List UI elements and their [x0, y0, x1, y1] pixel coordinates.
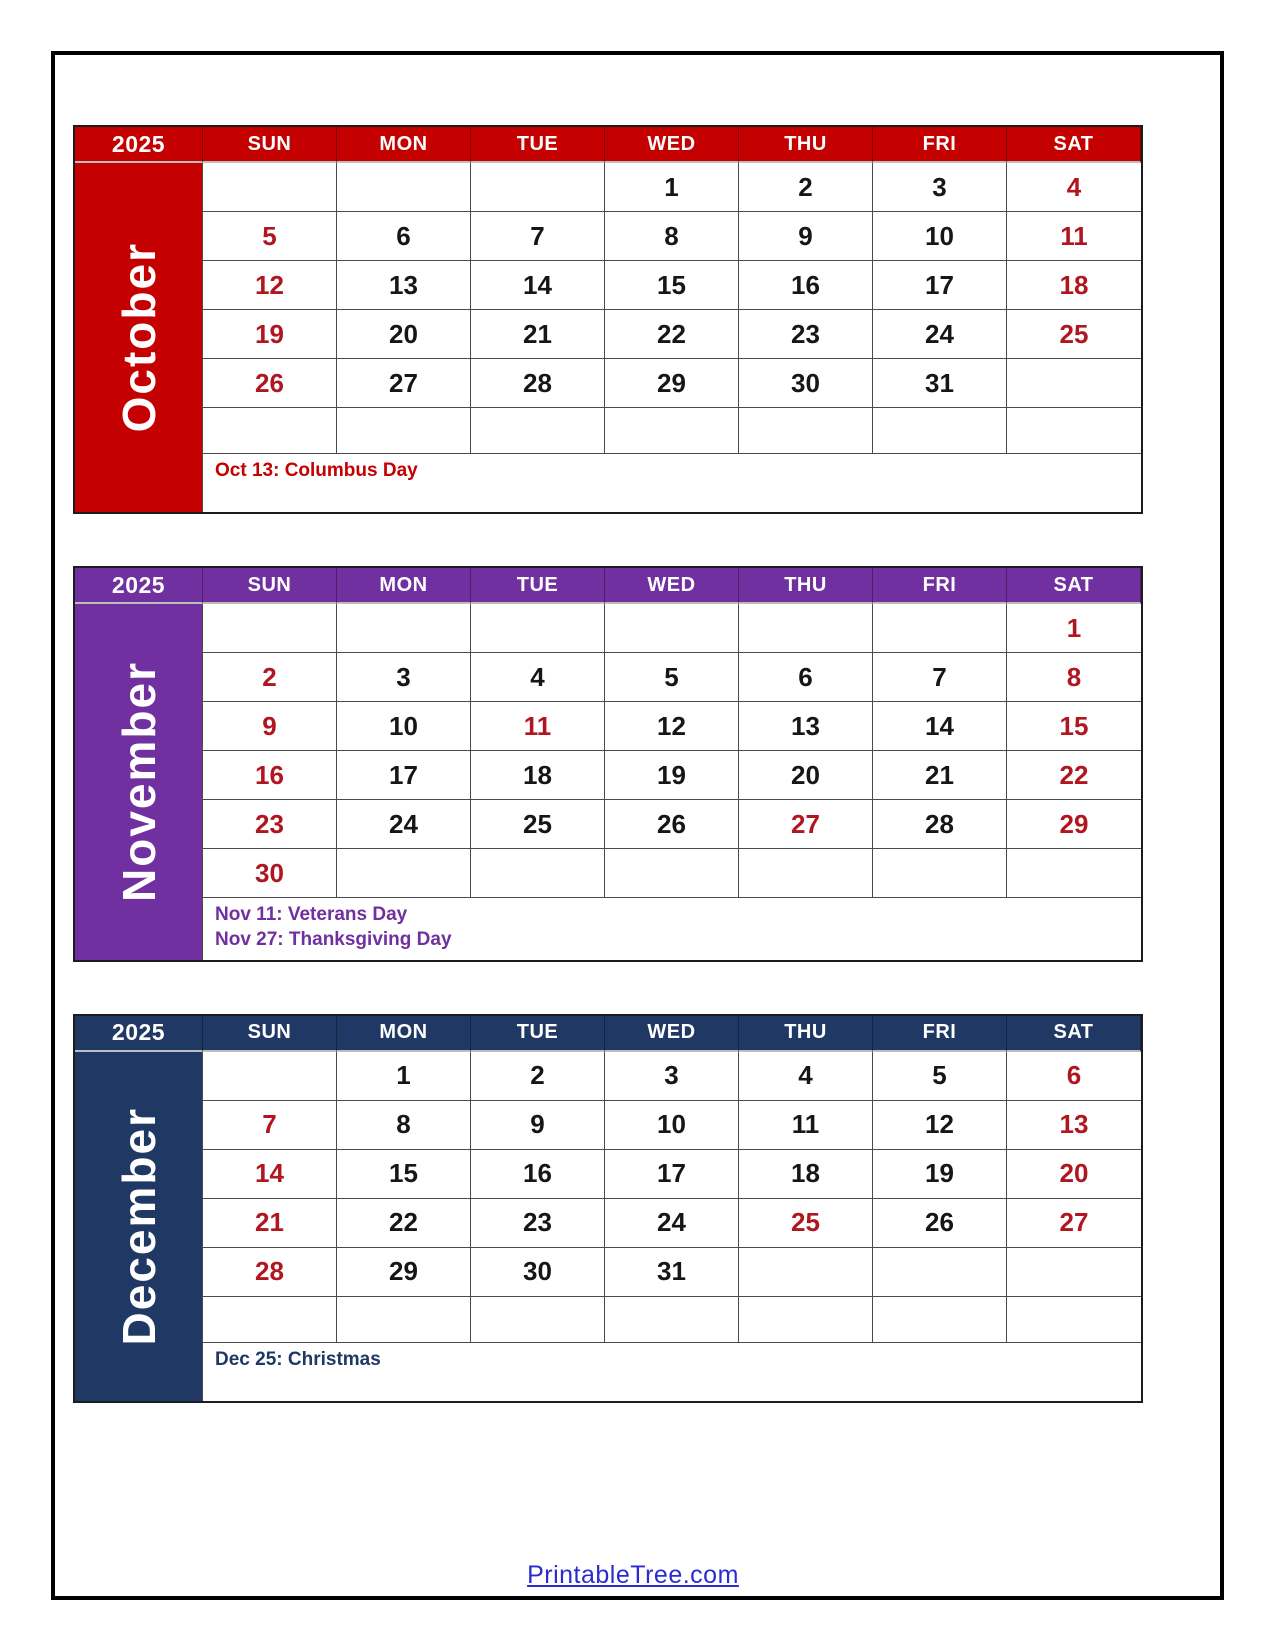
date-cell-empty — [873, 1297, 1007, 1343]
weekday-header-wed: WED — [605, 1016, 739, 1052]
date-cell-empty — [1007, 1297, 1141, 1343]
date-cell-19: 19 — [605, 751, 739, 800]
date-cell-6: 6 — [739, 653, 873, 702]
weekday-header-fri: FRI — [873, 568, 1007, 604]
weekday-header-tue: TUE — [471, 568, 605, 604]
date-cell-23: 23 — [471, 1199, 605, 1248]
date-cell-5: 5 — [203, 212, 337, 261]
month-name-text: October — [112, 242, 165, 433]
date-cell-22: 22 — [1007, 751, 1141, 800]
date-cell-18: 18 — [471, 751, 605, 800]
date-cell-29: 29 — [1007, 800, 1141, 849]
date-cell-empty — [203, 408, 337, 454]
weekday-header-wed: WED — [605, 568, 739, 604]
date-cell-24: 24 — [605, 1199, 739, 1248]
date-cell-empty — [337, 408, 471, 454]
calendar-months — [73, 125, 1220, 1403]
date-cell-6: 6 — [337, 212, 471, 261]
date-cell-13: 13 — [739, 702, 873, 751]
holiday-notes — [203, 454, 1141, 512]
date-cell-empty — [739, 1297, 873, 1343]
date-cell-23: 23 — [203, 800, 337, 849]
date-cell-24: 24 — [873, 310, 1007, 359]
date-cell-21: 21 — [873, 751, 1007, 800]
date-cell-27: 27 — [1007, 1199, 1141, 1248]
weekday-header-fri: FRI — [873, 127, 1007, 163]
holiday-notes — [203, 898, 1141, 960]
date-cell-empty — [873, 1248, 1007, 1297]
date-cell-26: 26 — [605, 800, 739, 849]
date-cell-11: 11 — [471, 702, 605, 751]
month-name-label — [75, 604, 203, 960]
date-cell-7: 7 — [873, 653, 1007, 702]
weekday-header-mon: MON — [337, 1016, 471, 1052]
month-section-november — [73, 566, 1143, 962]
date-cell-3: 3 — [337, 653, 471, 702]
weekday-header-mon: MON — [337, 568, 471, 604]
date-cell-empty — [337, 163, 471, 212]
date-cell-3: 3 — [605, 1052, 739, 1101]
date-cell-empty — [1007, 408, 1141, 454]
date-cell-18: 18 — [739, 1150, 873, 1199]
date-cell-empty — [471, 849, 605, 898]
date-cell-empty — [1007, 849, 1141, 898]
date-cell-25: 25 — [1007, 310, 1141, 359]
date-cell-empty — [337, 604, 471, 653]
date-cell-16: 16 — [471, 1150, 605, 1199]
date-cell-10: 10 — [873, 212, 1007, 261]
date-cell-12: 12 — [203, 261, 337, 310]
date-cell-empty — [739, 604, 873, 653]
date-cell-2: 2 — [203, 653, 337, 702]
date-cell-15: 15 — [1007, 702, 1141, 751]
date-cell-9: 9 — [203, 702, 337, 751]
date-cell-empty — [605, 408, 739, 454]
date-cell-empty — [471, 604, 605, 653]
date-cell-1: 1 — [337, 1052, 471, 1101]
date-cell-17: 17 — [337, 751, 471, 800]
year-label: 2025 — [75, 1016, 203, 1052]
date-cell-12: 12 — [605, 702, 739, 751]
date-cell-21: 21 — [203, 1199, 337, 1248]
holiday-note-line: Nov 27: Thanksgiving Day — [215, 928, 452, 950]
date-cell-empty — [1007, 359, 1141, 408]
weekday-header-sat: SAT — [1007, 568, 1141, 604]
date-cell-20: 20 — [739, 751, 873, 800]
month-section-october — [73, 125, 1143, 514]
date-cell-30: 30 — [203, 849, 337, 898]
date-cell-10: 10 — [337, 702, 471, 751]
date-cell-8: 8 — [1007, 653, 1141, 702]
date-cell-empty — [739, 408, 873, 454]
date-cell-2: 2 — [739, 163, 873, 212]
page-border-frame — [51, 51, 1224, 1600]
date-cell-28: 28 — [203, 1248, 337, 1297]
date-cell-15: 15 — [605, 261, 739, 310]
date-cell-29: 29 — [605, 359, 739, 408]
date-cell-empty — [739, 849, 873, 898]
date-cell-31: 31 — [873, 359, 1007, 408]
date-cell-7: 7 — [203, 1101, 337, 1150]
weekday-header-tue: TUE — [471, 127, 605, 163]
footer-link[interactable]: PrintableTree.com — [527, 1560, 739, 1589]
date-cell-4: 4 — [1007, 163, 1141, 212]
date-cell-empty — [203, 604, 337, 653]
month-name-text: November — [112, 661, 165, 903]
date-cell-empty — [1007, 1248, 1141, 1297]
month-name-label — [75, 1052, 203, 1401]
weekday-header-fri: FRI — [873, 1016, 1007, 1052]
date-cell-21: 21 — [471, 310, 605, 359]
holiday-note-line: Dec 25: Christmas — [215, 1348, 381, 1370]
footer — [73, 1561, 1193, 1590]
date-cell-25: 25 — [471, 800, 605, 849]
date-cell-empty — [337, 1297, 471, 1343]
date-cell-17: 17 — [605, 1150, 739, 1199]
date-cell-4: 4 — [471, 653, 605, 702]
year-label: 2025 — [75, 127, 203, 163]
date-cell-empty — [873, 408, 1007, 454]
date-cell-11: 11 — [739, 1101, 873, 1150]
date-cell-28: 28 — [471, 359, 605, 408]
weekday-header-sun: SUN — [203, 127, 337, 163]
date-cell-28: 28 — [873, 800, 1007, 849]
date-cell-29: 29 — [337, 1248, 471, 1297]
date-cell-20: 20 — [1007, 1150, 1141, 1199]
date-cell-empty — [605, 849, 739, 898]
date-cell-3: 3 — [873, 163, 1007, 212]
weekday-header-thu: THU — [739, 568, 873, 604]
weekday-header-thu: THU — [739, 127, 873, 163]
date-cell-22: 22 — [605, 310, 739, 359]
month-name-label — [75, 163, 203, 512]
date-cell-5: 5 — [873, 1052, 1007, 1101]
date-cell-31: 31 — [605, 1248, 739, 1297]
date-cell-1: 1 — [1007, 604, 1141, 653]
month-section-december — [73, 1014, 1143, 1403]
date-cell-22: 22 — [337, 1199, 471, 1248]
date-cell-empty — [471, 1297, 605, 1343]
date-cell-5: 5 — [605, 653, 739, 702]
date-cell-30: 30 — [739, 359, 873, 408]
holiday-note-line: Oct 13: Columbus Day — [215, 460, 418, 481]
date-cell-empty — [203, 1052, 337, 1101]
date-cell-13: 13 — [337, 261, 471, 310]
date-cell-18: 18 — [1007, 261, 1141, 310]
date-cell-26: 26 — [873, 1199, 1007, 1248]
weekday-header-wed: WED — [605, 127, 739, 163]
date-cell-30: 30 — [471, 1248, 605, 1297]
date-cell-empty — [203, 163, 337, 212]
date-cell-4: 4 — [739, 1052, 873, 1101]
year-label: 2025 — [75, 568, 203, 604]
date-cell-19: 19 — [873, 1150, 1007, 1199]
date-cell-9: 9 — [471, 1101, 605, 1150]
weekday-header-sat: SAT — [1007, 127, 1141, 163]
date-cell-27: 27 — [739, 800, 873, 849]
date-cell-20: 20 — [337, 310, 471, 359]
date-cell-empty — [471, 408, 605, 454]
date-cell-25: 25 — [739, 1199, 873, 1248]
date-cell-9: 9 — [739, 212, 873, 261]
date-cell-6: 6 — [1007, 1052, 1141, 1101]
weekday-header-tue: TUE — [471, 1016, 605, 1052]
date-cell-2: 2 — [471, 1052, 605, 1101]
date-cell-11: 11 — [1007, 212, 1141, 261]
weekday-header-mon: MON — [337, 127, 471, 163]
date-cell-27: 27 — [337, 359, 471, 408]
date-cell-12: 12 — [873, 1101, 1007, 1150]
date-cell-empty — [873, 604, 1007, 653]
date-cell-16: 16 — [203, 751, 337, 800]
date-cell-7: 7 — [471, 212, 605, 261]
date-cell-1: 1 — [605, 163, 739, 212]
date-cell-23: 23 — [739, 310, 873, 359]
date-cell-empty — [605, 604, 739, 653]
date-cell-24: 24 — [337, 800, 471, 849]
weekday-header-thu: THU — [739, 1016, 873, 1052]
date-cell-19: 19 — [203, 310, 337, 359]
date-cell-17: 17 — [873, 261, 1007, 310]
date-cell-26: 26 — [203, 359, 337, 408]
date-cell-14: 14 — [471, 261, 605, 310]
date-cell-14: 14 — [873, 702, 1007, 751]
month-name-text: December — [112, 1106, 165, 1346]
date-cell-empty — [471, 163, 605, 212]
weekday-header-sun: SUN — [203, 1016, 337, 1052]
date-cell-15: 15 — [337, 1150, 471, 1199]
date-cell-8: 8 — [605, 212, 739, 261]
date-cell-10: 10 — [605, 1101, 739, 1150]
weekday-header-sun: SUN — [203, 568, 337, 604]
date-cell-empty — [605, 1297, 739, 1343]
date-cell-8: 8 — [337, 1101, 471, 1150]
holiday-notes — [203, 1343, 1141, 1401]
date-cell-16: 16 — [739, 261, 873, 310]
holiday-note-line: Nov 11: Veterans Day — [215, 904, 408, 925]
date-cell-14: 14 — [203, 1150, 337, 1199]
date-cell-empty — [203, 1297, 337, 1343]
calendar-content — [55, 55, 1220, 1590]
date-cell-empty — [337, 849, 471, 898]
date-cell-empty — [873, 849, 1007, 898]
date-cell-empty — [739, 1248, 873, 1297]
weekday-header-sat: SAT — [1007, 1016, 1141, 1052]
date-cell-13: 13 — [1007, 1101, 1141, 1150]
